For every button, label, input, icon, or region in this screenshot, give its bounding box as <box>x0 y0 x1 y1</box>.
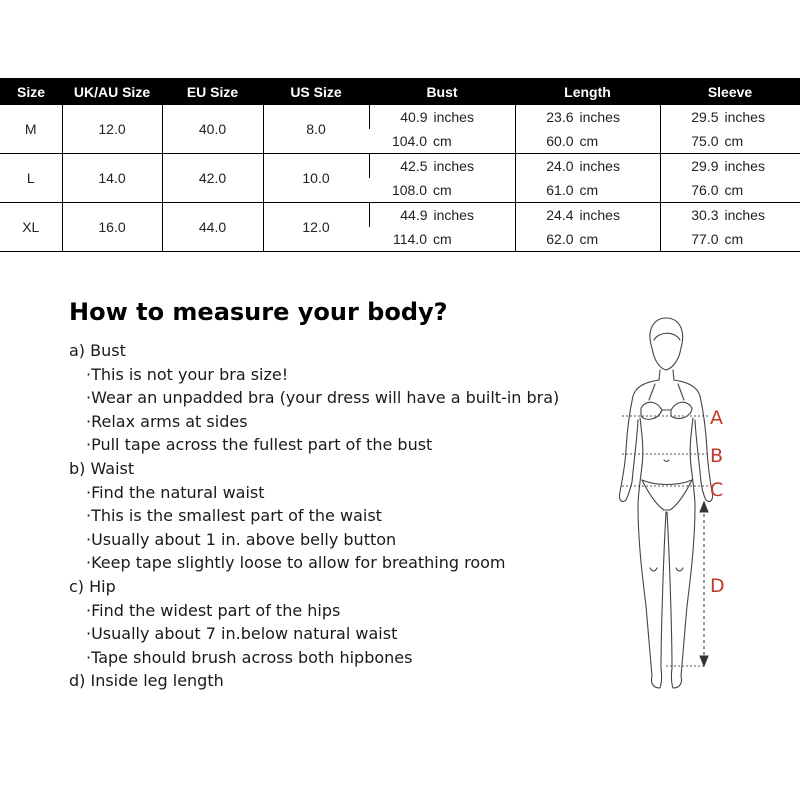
size-chart-table <box>0 78 800 252</box>
instruction-section-heading: d) Inside leg length <box>69 671 224 691</box>
cell-us-size: 10.0 <box>263 154 369 203</box>
cell-size: XL <box>0 203 62 252</box>
label-a: A <box>710 407 723 429</box>
cell-length-inches: 24.0 inches <box>515 154 660 179</box>
cell-sleeve-inches: 29.9 inches <box>660 154 800 179</box>
header-length: Length <box>515 78 660 105</box>
instruction-item: ·This is the smallest part of the waist <box>86 506 382 526</box>
underwear-outline <box>642 480 692 510</box>
table-row-l <box>0 154 800 179</box>
instruction-item: ·Tape should brush across both hipbones <box>86 647 413 667</box>
inseam-arrow-down-icon <box>700 656 708 666</box>
header-eu-size: EU Size <box>162 78 263 105</box>
right-leg <box>667 506 695 688</box>
instruction-item: ·Find the natural waist <box>86 482 265 502</box>
bra-straps <box>649 384 684 410</box>
instruction-section-heading: b) Waist <box>69 458 135 478</box>
guide-title: How to measure your body? <box>69 298 448 326</box>
cell-uk-size: 14.0 <box>62 154 162 203</box>
cell-size: M <box>0 105 62 154</box>
instruction-item: ·This is not your bra size! <box>86 364 289 384</box>
inseam-arrow-up-icon <box>700 502 708 512</box>
right-arm-inner <box>695 420 701 482</box>
instruction-item: ·Pull tape across the fullest part of the bust <box>86 435 433 455</box>
cell-eu-size: 42.0 <box>162 154 263 203</box>
header-bust: Bust <box>369 78 515 105</box>
cell-length-inches: 23.6 inches <box>515 105 660 129</box>
body-measurement-figure <box>600 310 740 700</box>
left-leg <box>638 506 666 688</box>
instruction-item: ·Usually about 7 in.below natural waist <box>86 624 398 644</box>
label-b: B <box>710 445 724 467</box>
instruction-section-heading: a) Bust <box>69 341 126 360</box>
cell-bust-inches: 42.5 inches <box>369 154 515 179</box>
cell-sleeve-cm: 75.0 cm <box>660 129 800 154</box>
label-c: C <box>710 479 724 501</box>
cell-bust-cm: 104.0 cm <box>369 129 515 154</box>
cell-sleeve-inches: 30.3 inches <box>660 203 800 228</box>
table-row-xl <box>0 203 800 228</box>
instruction-item: ·Relax arms at sides <box>86 411 248 431</box>
cell-sleeve-cm: 77.0 cm <box>660 227 800 252</box>
cell-uk-size: 12.0 <box>62 105 162 154</box>
header-size: Size <box>0 78 62 105</box>
header-sleeve: Sleeve <box>660 78 800 105</box>
table-header-row <box>0 78 800 105</box>
torso-right <box>690 418 695 506</box>
left-arm-inner <box>632 420 638 482</box>
table-row-m <box>0 105 800 129</box>
cell-bust-inches: 44.9 inches <box>369 203 515 228</box>
instruction-item: ·Find the widest part of the hips <box>86 600 341 620</box>
cell-uk-size: 16.0 <box>62 203 162 252</box>
knees <box>650 568 683 571</box>
cell-length-cm: 62.0 cm <box>515 227 660 252</box>
hair-line <box>654 333 680 340</box>
navel <box>664 460 669 462</box>
cell-eu-size: 44.0 <box>162 203 263 252</box>
cell-sleeve-cm: 76.0 cm <box>660 178 800 203</box>
header-us-size: US Size <box>263 78 369 105</box>
cell-bust-cm: 114.0 cm <box>369 227 515 252</box>
neck-outline <box>659 370 674 380</box>
left-arm-outer <box>620 380 659 492</box>
header-uk-au-size: UK/AU Size <box>62 78 162 105</box>
cell-length-inches: 24.4 inches <box>515 203 660 228</box>
cell-us-size: 8.0 <box>263 105 369 154</box>
measurement-instructions <box>69 339 559 693</box>
right-arm-outer <box>674 380 712 492</box>
label-d: D <box>710 575 725 597</box>
instruction-section-heading: c) Hip <box>69 576 116 596</box>
cell-bust-inches: 40.9 inches <box>369 105 515 129</box>
cell-us-size: 12.0 <box>263 203 369 252</box>
cell-length-cm: 60.0 cm <box>515 129 660 154</box>
torso-left <box>638 418 643 506</box>
instruction-item: ·Wear an unpadded bra (your dress will have a built-in bra) <box>86 388 560 408</box>
bra-left-cup <box>641 402 662 419</box>
instruction-item: ·Usually about 1 in. above belly button <box>86 529 397 549</box>
cell-sleeve-inches: 29.5 inches <box>660 105 800 129</box>
cell-length-cm: 61.0 cm <box>515 178 660 203</box>
cell-eu-size: 40.0 <box>162 105 263 154</box>
head-outline <box>650 318 683 370</box>
cell-size: L <box>0 154 62 203</box>
cell-bust-cm: 108.0 cm <box>369 178 515 203</box>
instruction-item: ·Keep tape slightly loose to allow for breathing room <box>86 553 506 573</box>
